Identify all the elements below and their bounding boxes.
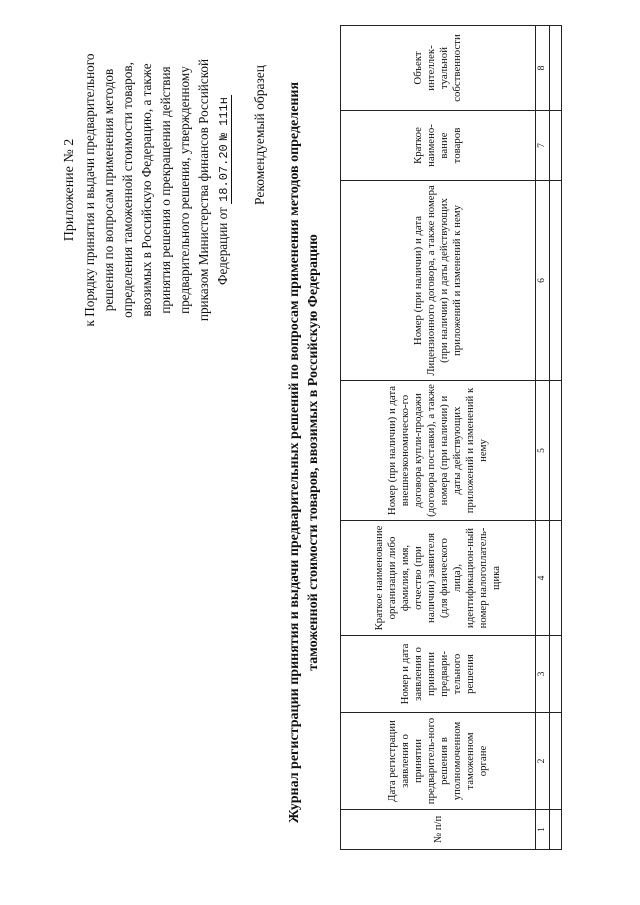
- appendix-line: предварительного решения, утвержденному: [177, 66, 192, 314]
- order-date-field: 18.07.20: [217, 144, 231, 202]
- empty-cell: [550, 521, 562, 636]
- appendix-line: определения таможенной стоимости товаров,: [120, 62, 135, 318]
- column-header: № п/п: [341, 810, 536, 850]
- journal-title-line: таможенной стоимости товаров, ввозимых в Российскую Федерацию: [306, 234, 321, 671]
- appendix-line: приказом Министерства финансов Российской: [196, 58, 211, 322]
- column-number: 1: [536, 810, 550, 850]
- empty-cell: [550, 381, 562, 521]
- column-number: 7: [536, 111, 550, 181]
- empty-cell: [550, 26, 562, 111]
- appendix-header: [60, 30, 234, 350]
- column-header: Краткое наименование организации либо фамилия, имя, отчество (при наличии) заявителя (для физического лица), идентификацион-ный номер налогоплатель-щика: [341, 521, 536, 636]
- empty-cell: [550, 810, 562, 850]
- column-number: 8: [536, 26, 550, 111]
- column-header: Дата регистрации заявления о принятии предваритель-ного решения в уполномоченном таможенном органе: [341, 713, 536, 810]
- order-number-field: № 111н: [217, 97, 231, 141]
- appendix-order-prefix: Федерации от: [215, 203, 230, 285]
- recommended-sample-label: Рекомендуемый образец: [252, 64, 267, 205]
- column-number-row: [536, 26, 550, 850]
- column-number: 4: [536, 521, 550, 636]
- table-header-row: [341, 26, 536, 850]
- column-number: 2: [536, 713, 550, 810]
- appendix-order-line: [213, 30, 234, 350]
- appendix-line: решения по вопросам применения методов: [101, 68, 116, 312]
- column-header: Номер (при наличии) и дата Лицензионного договора, а также номера (при наличии) и даты действующих приложений и изменений к нему: [341, 181, 536, 381]
- registry-table: [340, 25, 562, 850]
- column-number: 6: [536, 181, 550, 381]
- empty-cell: [550, 713, 562, 810]
- journal-title: [285, 0, 323, 905]
- journal-title-line: Журнал регистрации принятия и выдачи предварительных решений по вопросам применения методов определения: [287, 81, 302, 824]
- column-header: Номер и дата заявления о принятии предвари-тельного решения: [341, 636, 536, 713]
- empty-cell: [550, 111, 562, 181]
- column-header: Краткое наимено-вание товаров: [341, 111, 536, 181]
- appendix-line: принятия решения о прекращении действия: [158, 66, 173, 314]
- column-number: 3: [536, 636, 550, 713]
- appendix-line: ввозимых в Российскую Федерацию, а также: [139, 63, 154, 317]
- empty-cell: [550, 636, 562, 713]
- column-header: Объект интеллек-туальной собственности: [341, 26, 536, 111]
- table-row: [550, 26, 562, 850]
- appendix-number: Приложение № 2: [62, 138, 77, 242]
- column-number: 5: [536, 381, 550, 521]
- appendix-line: к Порядку принятия и выдачи предварительного: [82, 53, 97, 327]
- column-header: Номер (при наличии) и дата внешнеэкономическо-го договора купли-продажи (договора поставки), а также номера (при наличии) и даты действующих приложений и изменений к нему: [341, 381, 536, 521]
- empty-cell: [550, 181, 562, 381]
